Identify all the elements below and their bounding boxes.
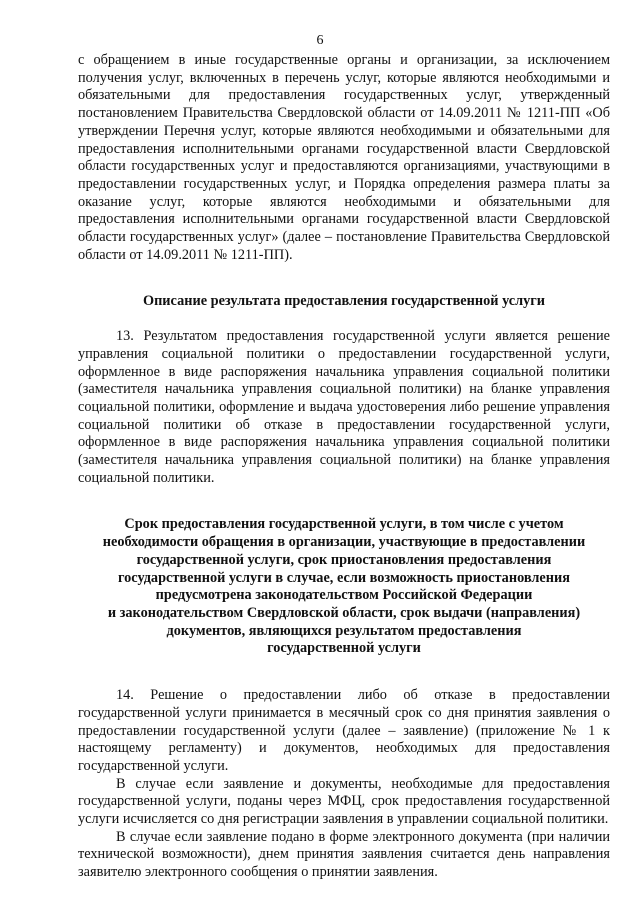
paragraph-13: 13. Результатом предоставления государственной услуги является решение управления социальной политики о предоставлении государственной услуги, оформленное в виде распоряжения начальника управления социальной политики (заместителя начальника управления социальной политики) на бланке управления социальной политики, оформление и выдача удостоверения либо решение управления социальной политики об отказе в предоставлении государственной услуги, оформленное в виде распоряжения начальника управления социальной политики (заместителя начальника управления социальной политики) на бланке управления социальной политики. — [78, 328, 610, 486]
term-heading-line: Срок предоставления государственной услуги, в том числе с учетом — [124, 516, 564, 533]
term-heading-line: государственной услуги, срок приостановления предоставления — [136, 551, 552, 568]
term-heading-line: документов, являющихся результатом предоставления — [166, 622, 522, 639]
paragraph-14-electronic: В случае если заявление подано в форме электронного документа (при наличии технической возможности), днем принятия заявления считается день направления заявителю электронного сообщения о принятии заявления. — [78, 828, 610, 881]
intro-paragraph: с обращением в иные государственные органы и организации, за исключением получения услуг, включенных в перечень услуг, которые являются необходимыми и обязательными для предоставления государственных услуг, утвержденный постановлением Правительства Свердловской области от 14.09.2011 № 1211-ПП «Об утверждении Перечня услуг, которые являются необходимыми и обязательными для предоставления исполнительными органами государственной власти Свердловской области государственных услуг и предоставляются организациями, участвующими в предоставлении государственных услуг, и Порядка определения размера платы за оказание услуг, которые являются необходимыми и обязательными для предоставления исполнительными органами государственной власти Свердловской области государственных услуг» (далее – постановление Правительства Свердловской области от 14.09.2011 № 1211-ПП). — [78, 52, 610, 263]
paragraph-14: 14. Решение о предоставлении либо об отказе в предоставлении государственной услуги принимается в месячный срок со дня принятия заявления о предоставлении государственной услуги (далее – заявление) (приложение № 1 к настоящему регламенту) и документов, необходимых для предоставления государственной услуги. — [78, 687, 610, 774]
term-heading — [78, 516, 610, 658]
term-heading-line: необходимости обращения в организации, участвующие в предоставлении — [102, 534, 586, 551]
term-heading-line: государственной услуги — [267, 640, 421, 657]
term-heading-line: и законодательством Свердловской области, срок выдачи (направления) — [107, 604, 581, 621]
term-heading-line: государственной услуги в случае, если возможность приостановления — [118, 569, 570, 586]
term-heading-line: предусмотрена законодательством Российской Федерации — [155, 587, 533, 604]
document-body — [78, 52, 610, 882]
result-heading: Описание результата предоставления государственной услуги — [142, 293, 546, 310]
paragraph-14-mfc: В случае если заявление и документы, необходимые для предоставления государственной услуги, поданы через МФЦ, срок предоставления государственной услуги исчисляется со дня регистрации заявления в управлении социальной политики. — [78, 775, 610, 828]
page-number: 6 — [316, 33, 324, 48]
